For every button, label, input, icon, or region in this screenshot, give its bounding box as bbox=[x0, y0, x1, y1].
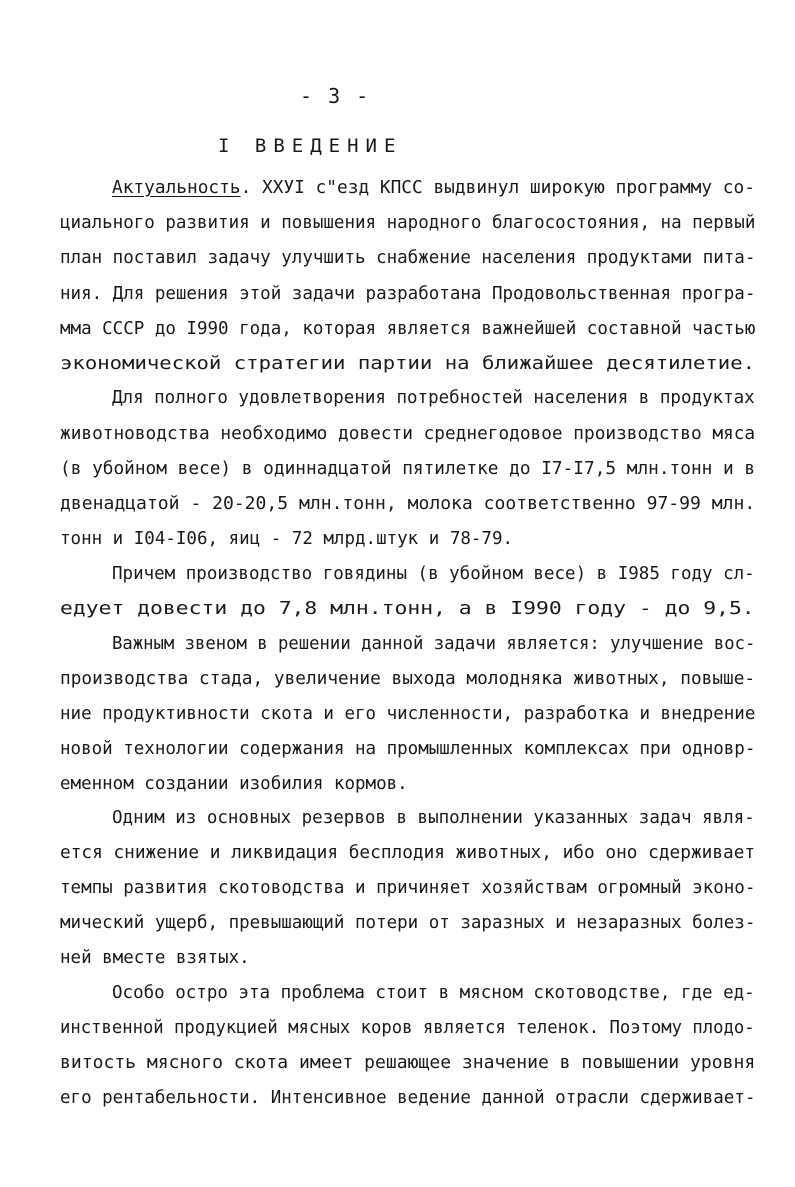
text-line: инственной продукцией мясных коров является теленок. Поэтому плодо- bbox=[60, 1018, 755, 1038]
text-line: Причем производство говядины (в убойном весе) в I985 году сл- bbox=[112, 564, 755, 584]
text-line: Особо остро эта проблема стоит в мясном скотоводстве, где ед- bbox=[112, 983, 755, 1003]
text-line: экономической стратегии партии на ближайшее десятилетие. bbox=[60, 354, 756, 374]
text-line: тонн и I04-I06, яиц - 72 млрд.штук и 78-79. bbox=[60, 529, 514, 549]
page-number: - 3 - bbox=[300, 84, 371, 108]
text-line: Одним из основных резервов в выполнении указанных задач явля- bbox=[112, 808, 755, 828]
text-line: ние продуктивности скота и его численности, разработка и внедрение bbox=[60, 704, 756, 724]
text-line: циального развития и повышения народного благосостояния, на первый bbox=[60, 213, 756, 233]
text-line: план поставил задачу улучшить снабжение населения продуктами пита- bbox=[60, 248, 756, 268]
text-line: еменном создании изобилия кормов. bbox=[60, 774, 408, 794]
text-line: Актуальность. ХХУI с"езд КПСС выдвинул широкую программу со- bbox=[112, 178, 755, 198]
text-line: Для полного удовлетворения потребностей населения в продуктах bbox=[112, 388, 755, 408]
text-line: производства стада, увеличение выхода молодняка животных, повыше- bbox=[60, 669, 756, 689]
section-title: I ВВЕДЕНИЕ bbox=[218, 135, 403, 157]
text-line: темпы развития скотоводства и причиняет хозяйствам огромный эконо- bbox=[60, 878, 756, 898]
text-line: мма СССР до I990 года, которая является важнейшей составной частью bbox=[60, 319, 756, 339]
text-line: его рентабельности. Интенсивное ведение данной отрасли сдерживает- bbox=[60, 1088, 756, 1108]
text-line: животноводства необходимо довести среднегодовое производство мяса bbox=[60, 424, 756, 444]
text-line: витость мясного скота имеет решающее значение в повышении уровня bbox=[60, 1053, 756, 1073]
text-line: мический ущерб, превышающий потери от заразных и незаразных болез- bbox=[60, 913, 756, 933]
text-line: едует довести до 7,8 млн.тонн, а в I990 году - до 9,5. bbox=[60, 599, 755, 619]
text-line: ется снижение и ликвидация бесплодия животных, ибо оно сдерживает bbox=[60, 843, 756, 863]
topic-heading: Актуальность bbox=[112, 178, 241, 198]
text-line: (в убойном весе) в одиннадцатой пятилетке до I7-I7,5 млн.тонн и в bbox=[60, 459, 756, 479]
text-line: Важным звеном в решении данной задачи является: улучшение вос- bbox=[112, 634, 756, 654]
text-line: новой технологии содержания на промышленных комплексах при одновр- bbox=[60, 739, 756, 759]
text-line: ней вместе взятых. bbox=[60, 948, 250, 968]
text-line: ния. Для решения этой задачи разработана Продовольственная програ- bbox=[60, 284, 756, 304]
text-line: двенадцатой - 20-20,5 млн.тонн, молока соответственно 97-99 млн. bbox=[60, 494, 756, 514]
